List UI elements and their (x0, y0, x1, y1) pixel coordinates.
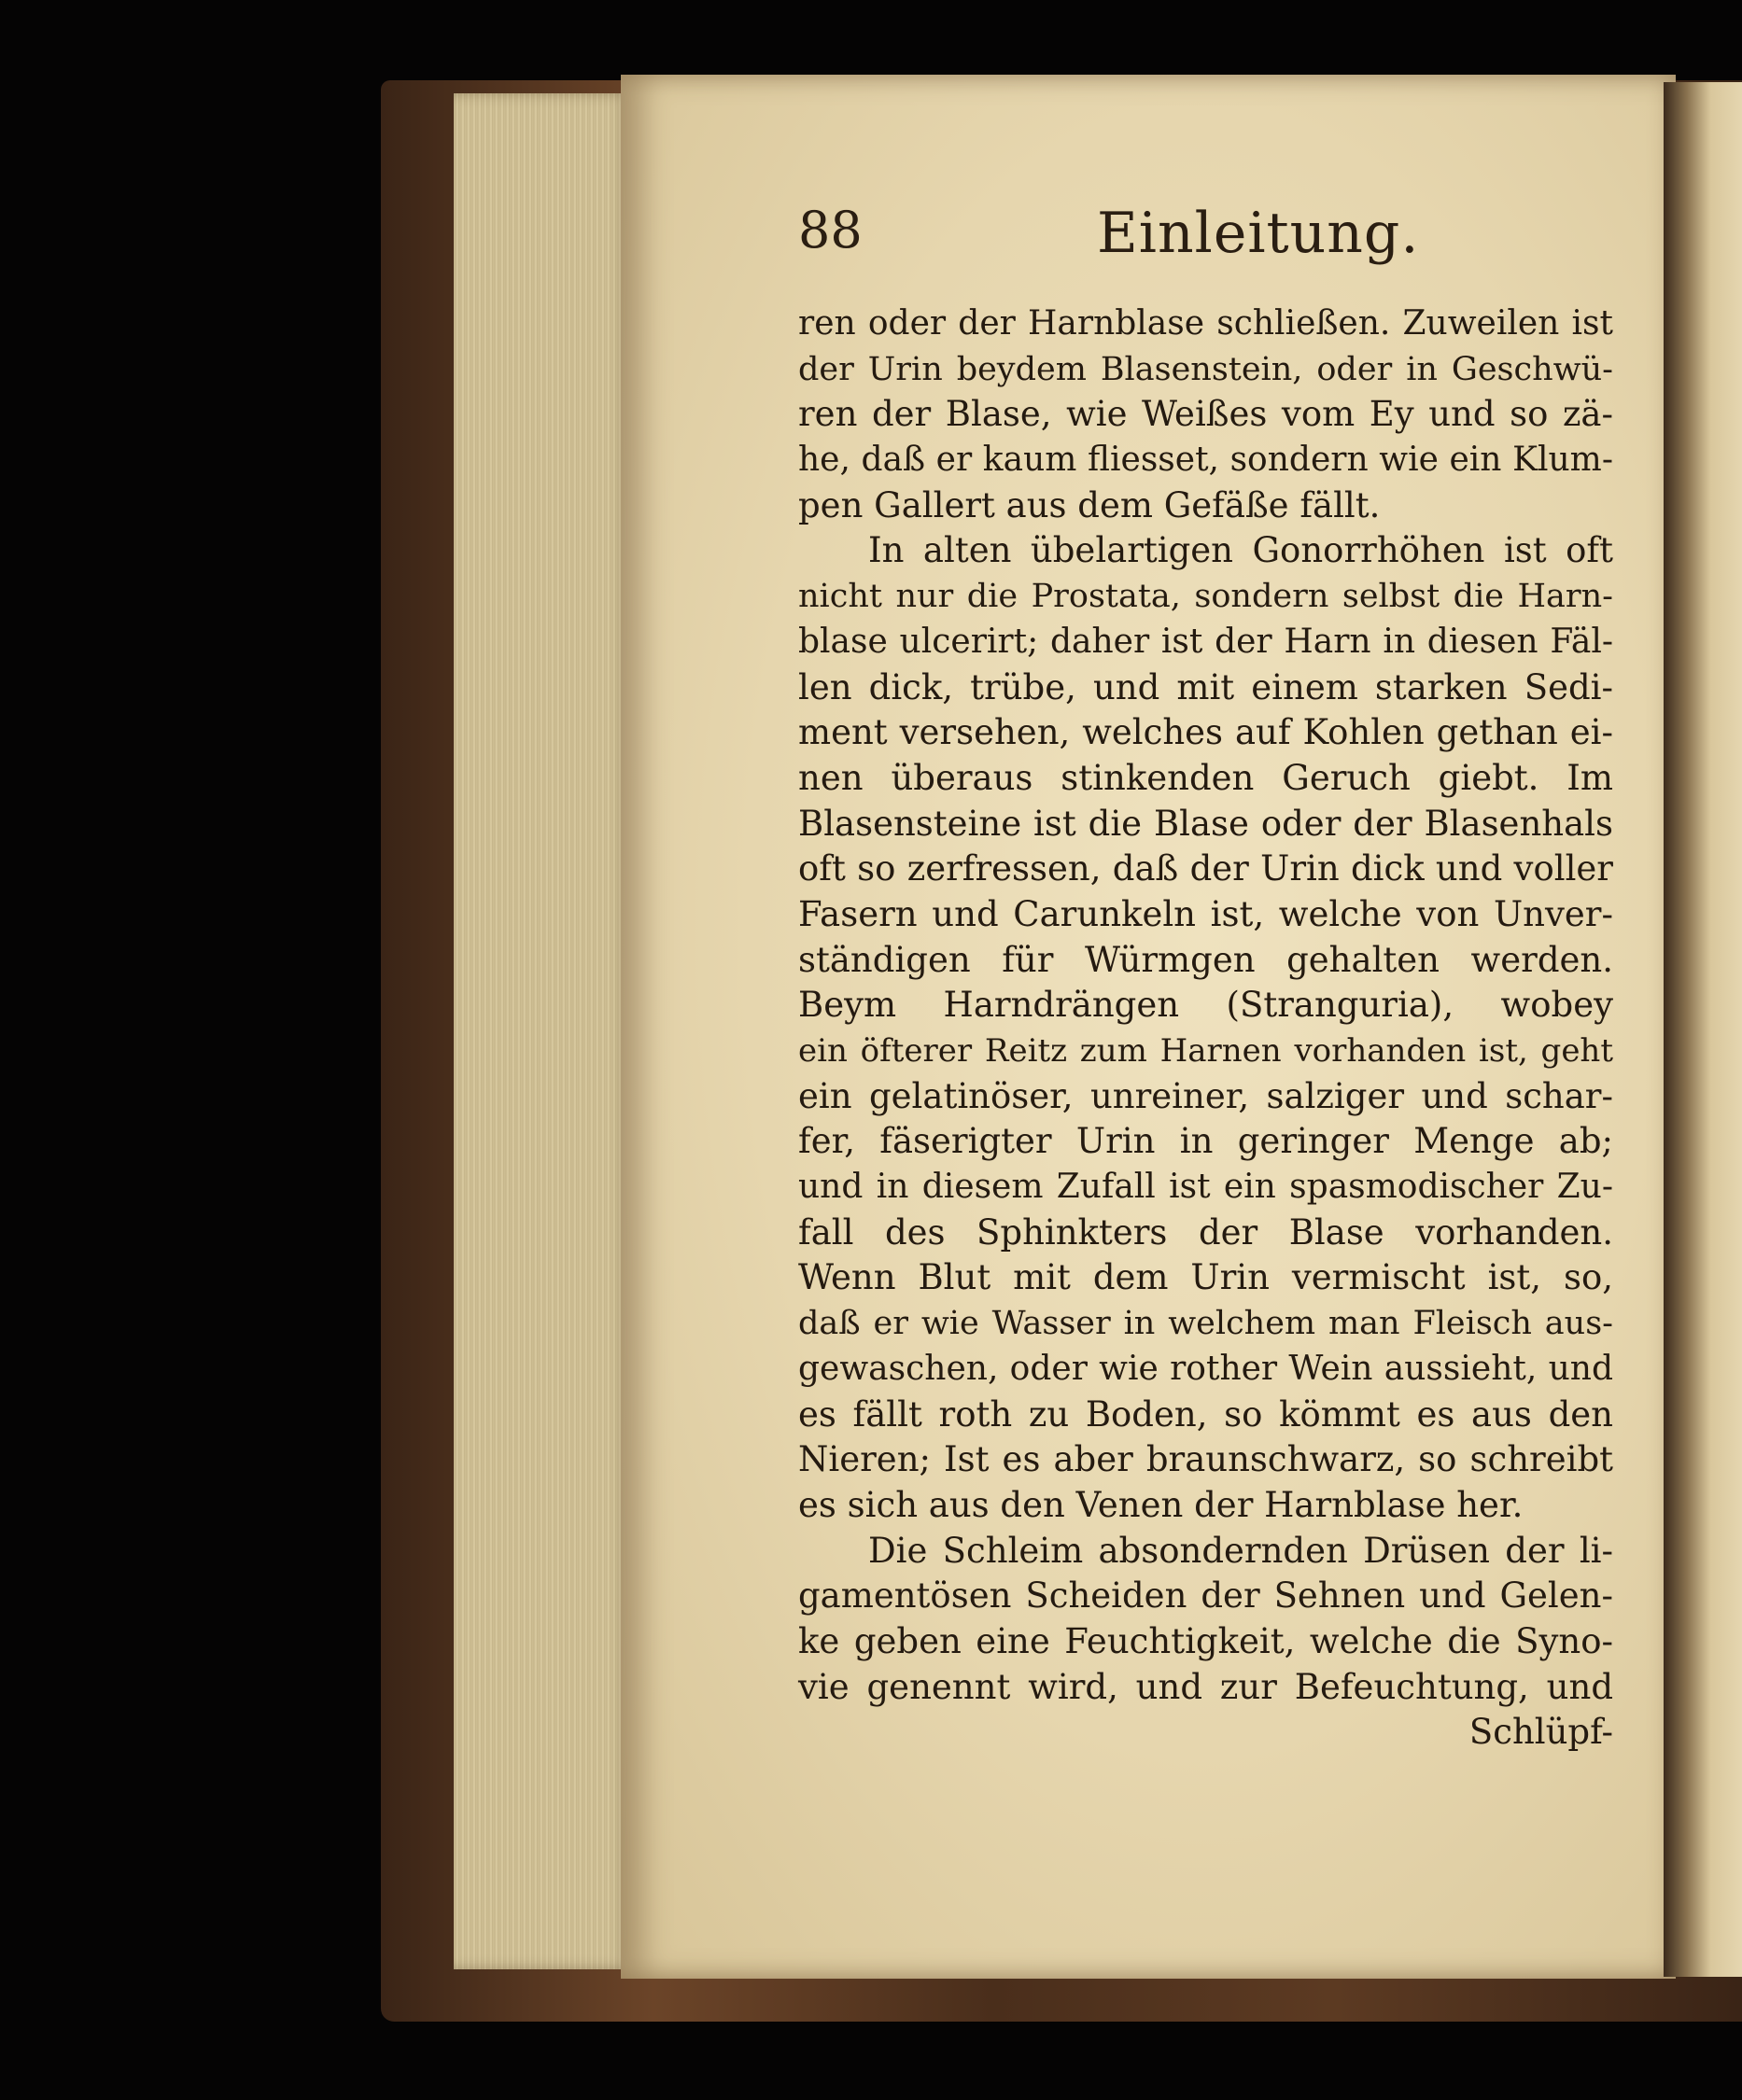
text-line: ke geben eine Feuchtigkeit, welche die Syno- (798, 1620, 1613, 1661)
text-line: daß er wie Wasser in welchem man Fleisch aus- (798, 1305, 1613, 1343)
paragraph-start: Die Schleim absondernden Drüsen der li- (868, 1530, 1613, 1571)
text-line: gamentösen Scheiden der Sehnen und Gelen- (798, 1575, 1613, 1617)
text-line: Wenn Blut mit dem Urin vermischt ist, so, (798, 1257, 1613, 1298)
text-line: ein öfterer Reitz zum Harnen vorhanden ist, geht (798, 1032, 1613, 1070)
text-line: len dick, trübe, und mit einem starken Sedi- (798, 666, 1613, 707)
text-line: gewaschen, oder wie rother Wein aussieht, und (798, 1349, 1613, 1388)
book-gutter (1664, 82, 1742, 1977)
text-line: ständigen für Würmgen gehalten werden. (798, 939, 1613, 980)
running-head (798, 201, 1610, 275)
page-edges (454, 93, 631, 1969)
page-number: 88 (798, 201, 863, 259)
text-line: nen überaus stinkenden Geruch giebt. Im (798, 757, 1613, 798)
text-line: he, daß er kaum fliesset, sondern wie ein Klum- (798, 441, 1613, 480)
catchword: Schlüpf- (1468, 1712, 1613, 1753)
text-line: ment versehen, welches auf Kohlen gethan ei- (798, 712, 1613, 753)
body-text (798, 301, 1613, 1756)
text-line: ren oder der Harnblase schließen. Zuweilen ist (798, 304, 1613, 343)
text-line: oft so zerfressen, daß der Urin dick und voller (798, 848, 1613, 889)
text-line: Nieren; Ist es aber braunschwarz, so schreibt (798, 1439, 1613, 1480)
text-line: vie genennt wird, und zur Befeuchtung, und (798, 1666, 1613, 1707)
text-line: Fasern und Carunkeln ist, welche von Unver- (798, 893, 1613, 934)
text-line: nicht nur die Prostata, sondern selbst die Harn- (798, 578, 1613, 616)
text-line: und in diesem Zufall ist ein spasmodischer Zu- (798, 1168, 1613, 1207)
text-line: ein gelatinöser, unreiner, salziger und schar- (798, 1075, 1613, 1116)
text-line: der Urin beydem Blasenstein, oder in Geschwü- (798, 350, 1613, 388)
text-line: es sich aus den Venen der Harnblase her. (798, 1484, 1524, 1525)
text-line: ren der Blase, wie Weißes vom Ey und so zä- (798, 394, 1613, 435)
paragraph-start: In alten übelartigen Gonorrhöhen ist oft (868, 530, 1613, 571)
text-line: blase ulcerirt; daher ist der Harn in diesen Fäl- (798, 622, 1613, 661)
text-line: Beym Harndrängen (Stranguria), wobey (798, 985, 1613, 1026)
text-line: fall des Sphinkters der Blase vorhanden. (798, 1211, 1613, 1253)
text-line: es fällt roth zu Boden, so kömmt es aus den (798, 1393, 1613, 1435)
text-line: pen Gallert aus dem Gefäße fällt. (798, 484, 1381, 525)
running-title: Einleitung. (1097, 201, 1420, 266)
text-line: Blasensteine ist die Blase oder der Blasenhals (798, 803, 1613, 844)
text-line: fer, fäserigter Urin in geringer Menge ab; (798, 1121, 1613, 1162)
